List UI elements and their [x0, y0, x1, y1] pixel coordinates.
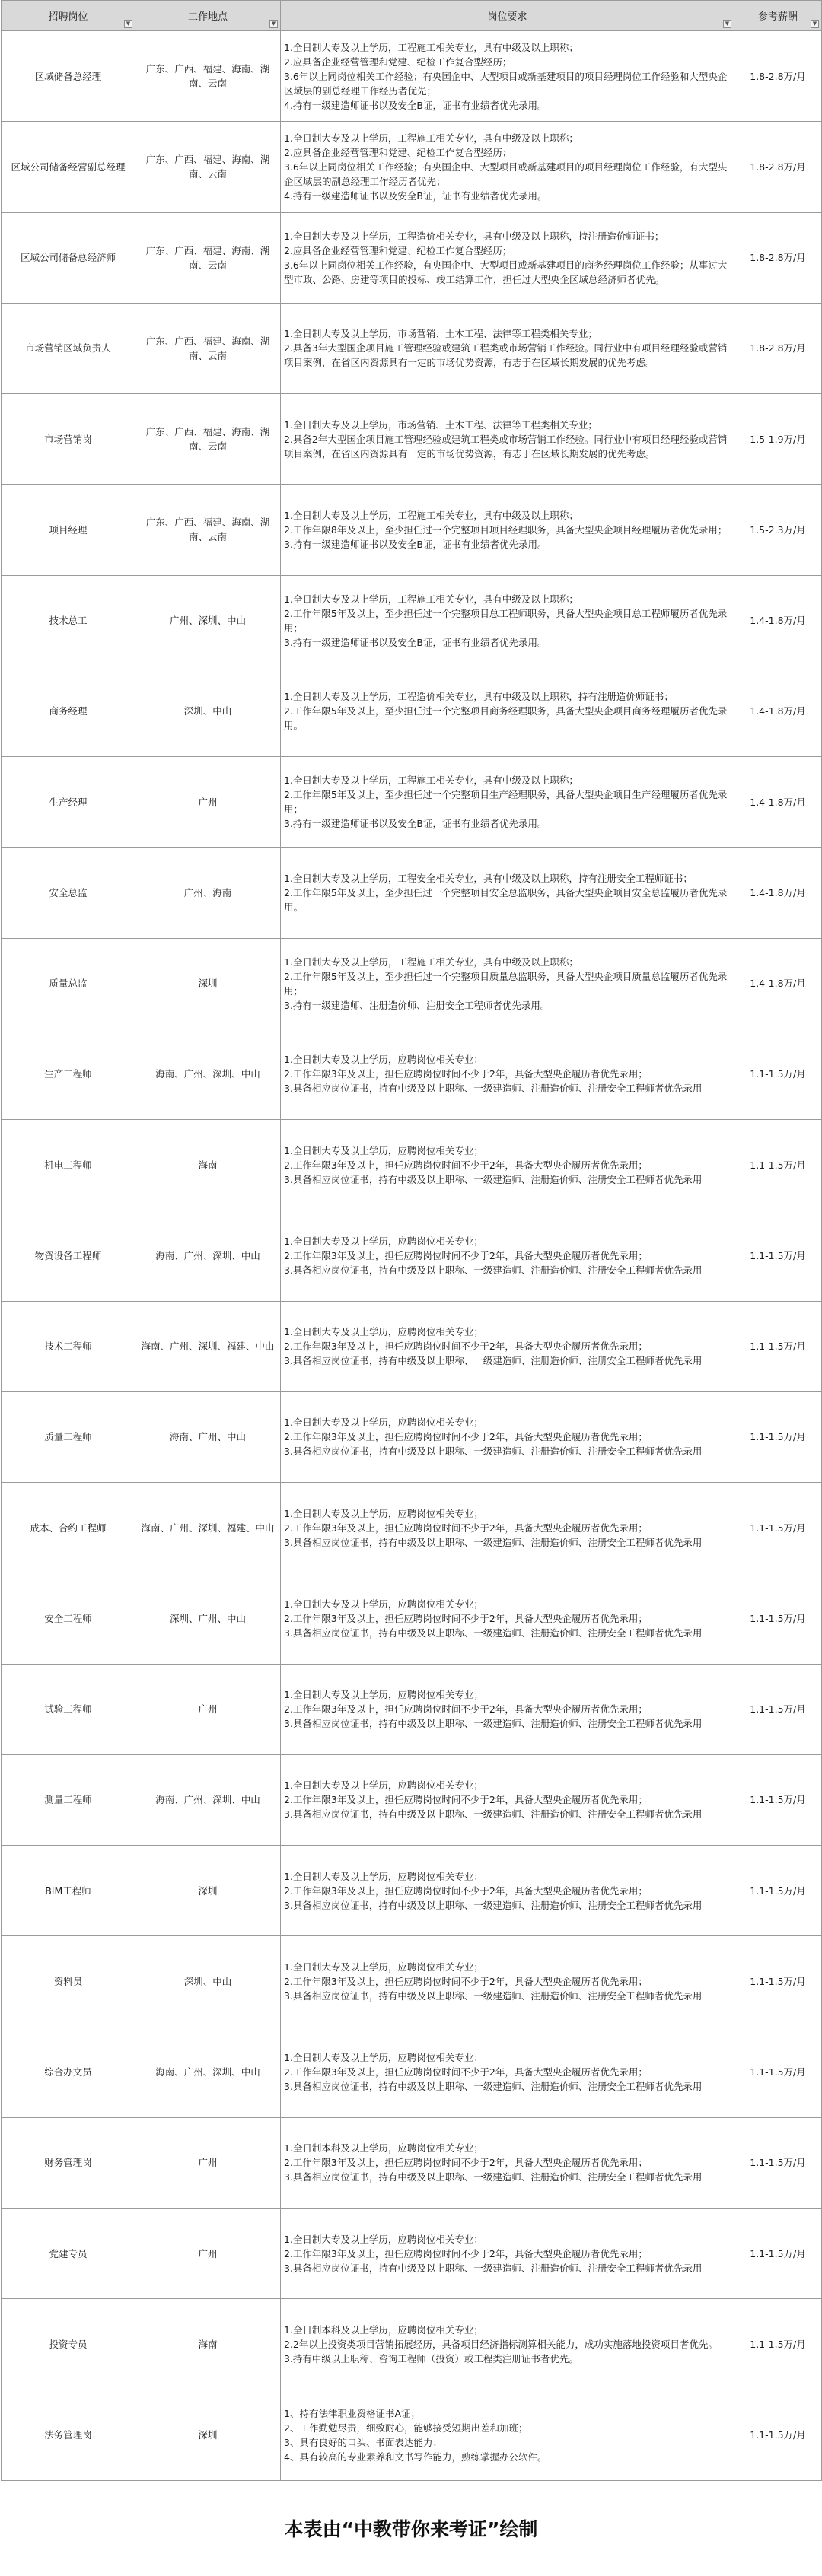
requirement-line: 1.全日制大专及以上学历，应聘岗位相关专业；: [284, 1598, 483, 1610]
table-row: [2, 2209, 822, 2299]
location-cell[interactable]: 海南、广州、深圳、福建、中山: [135, 1483, 281, 1573]
requirement-line: 2.工作年限3年及以上，担任应聘岗位时间不少于2年，具备大型央企履历者优先录用；: [284, 2157, 648, 2169]
requirements-cell[interactable]: [281, 2209, 734, 2299]
location-cell[interactable]: 广州: [135, 757, 281, 848]
location-cell[interactable]: 广州、海南: [135, 848, 281, 938]
requirement-line: 1.全日制大专及以上学历，应聘岗位相关专业；: [284, 1870, 483, 1882]
requirements-cell[interactable]: [281, 1029, 734, 1119]
header-location[interactable]: [135, 1, 281, 31]
location-cell[interactable]: 海南、广州、深圳、中山: [135, 1754, 281, 1845]
requirement-line: 2.工作年限5年及以上，至少担任过一个完整项目生产经理职务，具备大型央企项目生产经理履历者优先录用；: [284, 789, 728, 816]
requirements-cell[interactable]: [281, 31, 734, 122]
requirement-line: 2.具备3年大型国企项目施工管理经验或建筑工程类或市场营销工作经验。同行业中有项目经理经验或营销项目案例，在省区内资源具有一定的市场优势资源，有志于在区域长期发展的优先考虑。: [284, 342, 728, 369]
salary-cell[interactable]: 1.1-1.5万/月: [734, 1664, 822, 1754]
position-cell[interactable]: 商务经理: [2, 666, 135, 756]
position-cell[interactable]: 资料员: [2, 1936, 135, 2027]
table-row: [2, 1210, 822, 1301]
requirements-cell[interactable]: [281, 1573, 734, 1664]
header-position[interactable]: [2, 1, 135, 31]
requirement-line: 1.全日制大专及以上学历，应聘岗位相关专业；: [284, 1779, 483, 1792]
requirement-line: 3.具备相应岗位证书，持有中级及以上职称、一级建造师、注册造价师、注册安全工程师者优先录用: [284, 1264, 703, 1276]
table-row: [2, 303, 822, 393]
location-cell[interactable]: 海南、广州、深圳、福建、中山: [135, 1301, 281, 1391]
requirement-line: 3.具备相应岗位证书，持有中级及以上职称、一级建造师、注册造价师、注册安全工程师者优先录用: [284, 1536, 703, 1548]
location-cell[interactable]: 广东、广西、福建、海南、湖南、云南: [135, 303, 281, 393]
location-cell[interactable]: 广东、广西、福建、海南、湖南、云南: [135, 394, 281, 485]
requirement-line: 3.持有一级建造师证书以及安全B证，证书有业绩者优先录用。: [284, 636, 547, 648]
requirements-cell[interactable]: [281, 2027, 734, 2117]
requirements-cell[interactable]: [281, 1483, 734, 1573]
requirement-line: 1.全日制大专及以上学历，应聘岗位相关专业；: [284, 1417, 483, 1429]
requirement-line: 2.2年以上投资类项目营销拓展经历，具备项目经济指标测算相关能力，成功实施落地投资项目者优先。: [284, 2338, 718, 2350]
requirement-line: 3.具备相应岗位证书，持有中级及以上职称、一级建造师、注册造价师、注册安全工程师者优先录用: [284, 1173, 703, 1185]
position-cell[interactable]: 机电工程师: [2, 1120, 135, 1210]
location-cell[interactable]: 深圳: [135, 1846, 281, 1936]
requirement-line: 1.全日制大专及以上学历，工程施工相关专业，具有中级及以上职称；: [284, 509, 578, 521]
position-cell[interactable]: 试验工程师: [2, 1664, 135, 1754]
salary-cell[interactable]: 1.1-1.5万/月: [734, 1120, 822, 1210]
requirement-line: 1.全日制大专及以上学历，应聘岗位相关专业；: [284, 1689, 483, 1701]
location-cell[interactable]: 海南、广州、深圳、中山: [135, 1029, 281, 1119]
footer: [0, 2480, 822, 2576]
requirement-line: 2、工作勤勉尽责，细致耐心，能够接受短期出差和加班；: [284, 2422, 528, 2434]
requirement-line: 2.工作年限3年及以上，担任应聘岗位时间不少于2年，具备大型央企履历者优先录用；: [284, 2066, 648, 2078]
requirement-line: 3.具备相应岗位证书，持有中级及以上职称、一级建造师、注册造价师、注册安全工程师者优先录用: [284, 1989, 703, 2002]
requirement-line: 1.全日制大专及以上学历，应聘岗位相关专业；: [284, 1144, 483, 1156]
salary-cell[interactable]: 1.1-1.5万/月: [734, 1301, 822, 1391]
salary-cell[interactable]: 1.1-1.5万/月: [734, 1846, 822, 1936]
filter-dropdown-icon[interactable]: ▼: [723, 20, 731, 28]
header-salary-label: 参考薪酬: [757, 11, 798, 23]
requirement-line: 3.6年以上同岗位相关工作经验；有央国企中、大型项目或新基建项目的项目经理岗位工作经验，有大型央企区域层的副总经理工作经历者优先；: [284, 161, 728, 187]
requirement-line: 1.全日制大专及以上学历，应聘岗位相关专业；: [284, 2052, 483, 2064]
salary-cell[interactable]: 1.4-1.8万/月: [734, 938, 822, 1029]
requirement-line: 3.持有一级建造师、注册造价师、注册安全工程师者优先录用。: [284, 999, 550, 1011]
salary-cell[interactable]: 1.1-1.5万/月: [734, 1754, 822, 1845]
position-cell[interactable]: 生产经理: [2, 757, 135, 848]
requirement-line: 3.具备相应岗位证书，持有中级及以上职称、一级建造师、注册造价师、注册安全工程师者优先录用: [284, 1355, 703, 1367]
table-row: [2, 1573, 822, 1664]
table-row: [2, 31, 822, 122]
requirements-cell[interactable]: [281, 757, 734, 848]
header-row: [2, 1, 822, 31]
position-cell[interactable]: 区域储备总经理: [2, 31, 135, 122]
requirements-cell[interactable]: [281, 848, 734, 938]
filter-dropdown-icon[interactable]: ▼: [269, 20, 278, 28]
salary-cell[interactable]: 1.1-1.5万/月: [734, 1483, 822, 1573]
requirements-cell[interactable]: [281, 1120, 734, 1210]
requirements-cell[interactable]: [281, 122, 734, 212]
requirements-cell[interactable]: [281, 485, 734, 575]
requirement-line: 1.全日制大专及以上学历，应聘岗位相关专业；: [284, 1961, 483, 1973]
requirement-line: 2.工作年限3年及以上，担任应聘岗位时间不少于2年，具备大型央企履历者优先录用；: [284, 1431, 648, 1443]
requirements-cell[interactable]: [281, 1210, 734, 1301]
requirement-line: 2.具备2年大型国企项目施工管理经验或建筑工程类或市场营销工作经验。同行业中有项目经理经验或营销项目案例，在省区内资源具有一定的市场优势资源，有志于在区域长期发展的优先考虑。: [284, 433, 728, 460]
location-cell[interactable]: 广州: [135, 1664, 281, 1754]
position-cell[interactable]: 法务管理岗: [2, 2390, 135, 2480]
salary-cell[interactable]: 1.8-2.8万/月: [734, 122, 822, 212]
requirement-line: 1.全日制大专及以上学历，应聘岗位相关专业；: [284, 1054, 483, 1066]
table-row: [2, 394, 822, 485]
requirement-line: 1.全日制大专及以上学历，工程施工相关专业，具有中级及以上职称；: [284, 956, 578, 968]
requirement-line: 2.工作年限3年及以上，担任应聘岗位时间不少于2年，具备大型央企履历者优先录用；: [284, 1703, 648, 1716]
location-cell[interactable]: 广东、广西、福建、海南、湖南、云南: [135, 31, 281, 122]
position-cell[interactable]: 财务管理岗: [2, 2117, 135, 2208]
requirement-line: 3.持有中级以上职称、咨询工程师（投资）或工程类注册证书者优先。: [284, 2352, 578, 2365]
requirements-cell[interactable]: [281, 212, 734, 303]
requirement-line: 2.应具备企业经营管理和党建、纪检工作复合型经历；: [284, 56, 512, 68]
requirement-line: 1.全日制大专及以上学历，工程施工相关专业，具有中级及以上职称；: [284, 593, 578, 605]
table-row: [2, 1483, 822, 1573]
salary-cell[interactable]: 1.1-1.5万/月: [734, 1573, 822, 1664]
location-cell[interactable]: 海南: [135, 2299, 281, 2390]
requirement-line: 1、持有法律职业资格证书A证；: [284, 2407, 421, 2419]
location-cell[interactable]: 广东、广西、福建、海南、湖南、云南: [135, 212, 281, 303]
table-row: [2, 938, 822, 1029]
requirement-line: 2.工作年限5年及以上，至少担任过一个完整项目总工程师职务，具备大型央企项目总工程师履历者优先录用；: [284, 607, 728, 634]
table-row: [2, 1754, 822, 1845]
location-cell[interactable]: 广州、深圳、中山: [135, 575, 281, 666]
requirement-line: 3.具备相应岗位证书，持有中级及以上职称、一级建造师、注册造价师、注册安全工程师者优先录用: [284, 2262, 703, 2274]
header-requirements[interactable]: [281, 1, 734, 31]
requirements-cell[interactable]: [281, 1391, 734, 1482]
requirements-cell[interactable]: [281, 1846, 734, 1936]
salary-cell[interactable]: 1.1-1.5万/月: [734, 1210, 822, 1301]
location-cell[interactable]: 深圳: [135, 938, 281, 1029]
table-row: [2, 575, 822, 666]
requirements-cell[interactable]: [281, 394, 734, 485]
table-row: [2, 1120, 822, 1210]
table-row: [2, 848, 822, 938]
requirements-cell[interactable]: [281, 2117, 734, 2208]
filter-dropdown-icon[interactable]: ▼: [124, 20, 132, 28]
table-row: [2, 1391, 822, 1482]
position-cell[interactable]: 测量工程师: [2, 1754, 135, 1845]
table-row: [2, 1664, 822, 1754]
requirement-line: 1.全日制大专及以上学历，应聘岗位相关专业；: [284, 1326, 483, 1338]
location-cell[interactable]: 海南、广州、中山: [135, 1391, 281, 1482]
requirement-line: 3.持有一级建造师证书以及安全B证，证书有业绩者优先录用。: [284, 818, 547, 830]
salary-cell[interactable]: 1.1-1.5万/月: [734, 1391, 822, 1482]
requirement-line: 4.持有一级建造师证书以及安全B证，证书有业绩者优先录用。: [284, 189, 547, 202]
location-cell[interactable]: 海南: [135, 1120, 281, 1210]
position-cell[interactable]: 安全工程师: [2, 1573, 135, 1664]
position-cell[interactable]: 安全总监: [2, 848, 135, 938]
requirements-cell[interactable]: [281, 2390, 734, 2480]
header-requirements-label: 岗位要求: [487, 11, 527, 23]
requirement-line: 3、具有良好的口头、书面表达能力；: [284, 2436, 442, 2448]
requirement-line: 2.工作年限3年及以上，担任应聘岗位时间不少于2年，具备大型央企履历者优先录用；: [284, 1794, 648, 1806]
location-cell[interactable]: 深圳、广州、中山: [135, 1573, 281, 1664]
requirement-line: 2.工作年限5年及以上，至少担任过一个完整项目安全总监职务，具备大型央企项目安全总监履历者优先录用。: [284, 886, 728, 913]
position-cell[interactable]: 区域公司储备经营副总经理: [2, 122, 135, 212]
requirement-line: 3.具备相应岗位证书，持有中级及以上职称、一级建造师、注册造价师、注册安全工程师者优先录用: [284, 1899, 703, 1911]
requirements-cell[interactable]: [281, 575, 734, 666]
requirement-line: 1.全日制大专及以上学历，应聘岗位相关专业；: [284, 2233, 483, 2245]
requirements-cell[interactable]: [281, 938, 734, 1029]
table-row: [2, 1846, 822, 1936]
salary-cell[interactable]: 1.8-2.8万/月: [734, 212, 822, 303]
salary-cell[interactable]: 1.8-2.8万/月: [734, 31, 822, 122]
table-row: [2, 485, 822, 575]
requirement-line: 4.持有一级建造师证书以及安全B证，证书有业绩者优先录用。: [284, 99, 547, 111]
requirement-line: 2.工作年限3年及以上，担任应聘岗位时间不少于2年，具备大型央企履历者优先录用；: [284, 1249, 648, 1261]
requirement-line: 1.全日制大专及以上学历，工程造价相关专业，具有中级及以上职称，持注册造价师证书；: [284, 230, 664, 242]
table-row: [2, 122, 822, 212]
requirement-line: 1.全日制大专及以上学历，工程安全相关专业，具有中级及以上职称，持有注册安全工程师证书；: [284, 872, 693, 884]
requirement-line: 1.全日制本科及以上学历，应聘岗位相关专业；: [284, 2142, 483, 2155]
salary-cell[interactable]: 1.1-1.5万/月: [734, 2117, 822, 2208]
header-position-label: 招聘岗位: [48, 11, 88, 23]
salary-cell[interactable]: 1.5-2.3万/月: [734, 485, 822, 575]
requirement-line: 1.全日制大专及以上学历，工程施工相关专业，具有中级及以上职称；: [284, 132, 578, 144]
header-location-label: 工作地点: [187, 11, 228, 23]
table-row: [2, 2027, 822, 2117]
position-cell[interactable]: 质量总监: [2, 938, 135, 1029]
location-cell[interactable]: 深圳、中山: [135, 1936, 281, 2027]
requirement-line: 1.全日制大专及以上学历，市场营销、土木工程、法律等工程类相关专业；: [284, 418, 597, 431]
requirement-line: 1.全日制大专及以上学历，应聘岗位相关专业；: [284, 1235, 483, 1247]
requirements-cell[interactable]: [281, 1664, 734, 1754]
requirement-line: 2.工作年限3年及以上，担任应聘岗位时间不少于2年，具备大型央企履历者优先录用；: [284, 1068, 648, 1080]
salary-cell[interactable]: 1.8-2.8万/月: [734, 303, 822, 393]
requirements-cell[interactable]: [281, 2299, 734, 2390]
footer-credit: 本表由“中教带你来考证”绘制: [284, 2518, 538, 2540]
salary-cell[interactable]: 1.1-1.5万/月: [734, 2027, 822, 2117]
position-cell[interactable]: 成本、合约工程师: [2, 1483, 135, 1573]
location-cell[interactable]: 深圳: [135, 2390, 281, 2480]
table-row: [2, 666, 822, 756]
requirement-line: 2.工作年限3年及以上，担任应聘岗位时间不少于2年，具备大型央企履历者优先录用；: [284, 1159, 648, 1171]
requirement-line: 1.全日制大专及以上学历，工程造价相关专业，具有中级及以上职称，持有注册造价师证书；: [284, 691, 674, 703]
position-cell[interactable]: 投资专员: [2, 2299, 135, 2390]
table-row: [2, 1301, 822, 1391]
requirement-line: 4、具有较高的专业素养和文书写作能力，熟练掌握办公软件。: [284, 2450, 547, 2463]
table-row: [2, 2117, 822, 2208]
filter-dropdown-icon[interactable]: ▼: [811, 20, 819, 28]
requirement-line: 3.具备相应岗位证书，持有中级及以上职称、一级建造师、注册造价师、注册安全工程师者优先录用: [284, 1445, 703, 1458]
table-row: [2, 2299, 822, 2390]
requirement-line: 2.工作年限3年及以上，担任应聘岗位时间不少于2年，具备大型央企履历者优先录用；: [284, 1522, 648, 1534]
position-cell[interactable]: 生产工程师: [2, 1029, 135, 1119]
salary-cell[interactable]: 1.4-1.8万/月: [734, 575, 822, 666]
requirement-line: 2.工作年限3年及以上，担任应聘岗位时间不少于2年，具备大型央企履历者优先录用；: [284, 1340, 648, 1353]
salary-cell[interactable]: 1.5-1.9万/月: [734, 394, 822, 485]
requirement-line: 2.应具备企业经营管理和党建、纪检工作复合型经历；: [284, 244, 512, 256]
salary-cell[interactable]: 1.1-1.5万/月: [734, 2299, 822, 2390]
requirement-line: 3.具备相应岗位证书，持有中级及以上职称、一级建造师、注册造价师、注册安全工程师者优先录用: [284, 1627, 703, 1639]
requirement-line: 3.具备相应岗位证书，持有中级及以上职称、一级建造师、注册造价师、注册安全工程师者优先录用: [284, 2171, 703, 2183]
table-row: [2, 757, 822, 848]
location-cell[interactable]: 广东、广西、福建、海南、湖南、云南: [135, 122, 281, 212]
table-row: [2, 1936, 822, 2027]
header-salary[interactable]: [734, 1, 822, 31]
requirement-line: 2.工作年限5年及以上，至少担任过一个完整项目商务经理职务，具备大型央企项目商务经理履历者优先录用。: [284, 705, 728, 732]
salary-cell[interactable]: 1.1-1.5万/月: [734, 2390, 822, 2480]
requirement-line: 2.工作年限3年及以上，担任应聘岗位时间不少于2年，具备大型央企履历者优先录用；: [284, 1612, 648, 1624]
requirement-line: 1.全日制大专及以上学历，应聘岗位相关专业；: [284, 1507, 483, 1519]
requirements-cell[interactable]: [281, 1301, 734, 1391]
requirement-line: 1.全日制本科及以上学历，应聘岗位相关专业；: [284, 2323, 483, 2336]
salary-cell[interactable]: 1.1-1.5万/月: [734, 1936, 822, 2027]
position-cell[interactable]: 技术总工: [2, 575, 135, 666]
location-cell[interactable]: 广州: [135, 2209, 281, 2299]
requirement-line: 1.全日制大专及以上学历，市场营销、土木工程、法律等工程类相关专业；: [284, 328, 597, 340]
requirement-line: 3.6年以上同岗位相关工作经验，有央国企中、大型项目或新基建项目的商务经理岗位工作经验；从事过大型市政、公路、房建等项目的投标、竣工结算工作，担任过大型央企区域总经济师者优先。: [284, 259, 728, 285]
requirement-line: 3.具备相应岗位证书，持有中级及以上职称、一级建造师、注册造价师、注册安全工程师者优先录用: [284, 1083, 703, 1095]
location-cell[interactable]: 海南、广州、深圳、中山: [135, 2027, 281, 2117]
table-row: [2, 212, 822, 303]
position-cell[interactable]: 项目经理: [2, 485, 135, 575]
position-cell[interactable]: BIM工程师: [2, 1846, 135, 1936]
position-cell[interactable]: 市场营销区域负责人: [2, 303, 135, 393]
location-cell[interactable]: 广州: [135, 2117, 281, 2208]
requirement-line: 3.具备相应岗位证书，持有中级及以上职称、一级建造师、注册造价师、注册安全工程师者优先录用: [284, 1718, 703, 1730]
table-body: [2, 31, 822, 2481]
recruitment-table: [1, 0, 822, 2481]
requirement-line: 2.工作年限5年及以上，至少担任过一个完整项目质量总监职务，具备大型央企项目质量总监履历者优先录用；: [284, 970, 728, 997]
position-cell[interactable]: 物资设备工程师: [2, 1210, 135, 1301]
requirement-line: 1.全日制大专及以上学历，工程施工相关专业，具有中级及以上职称；: [284, 774, 578, 787]
table-row: [2, 1029, 822, 1119]
table-row: [2, 2390, 822, 2480]
salary-cell[interactable]: 1.4-1.8万/月: [734, 848, 822, 938]
salary-cell[interactable]: 1.1-1.5万/月: [734, 2209, 822, 2299]
requirement-line: 2.工作年限3年及以上，担任应聘岗位时间不少于2年，具备大型央企履历者优先录用；: [284, 1884, 648, 1897]
requirement-line: 2.工作年限3年及以上，担任应聘岗位时间不少于2年，具备大型央企履历者优先录用；: [284, 2247, 648, 2260]
requirements-cell[interactable]: [281, 1936, 734, 2027]
position-cell[interactable]: 技术工程师: [2, 1301, 135, 1391]
requirement-line: 3.具备相应岗位证书，持有中级及以上职称、一级建造师、注册造价师、注册安全工程师者优先录用: [284, 1808, 703, 1821]
requirements-cell[interactable]: [281, 1754, 734, 1845]
requirement-line: 3.持有一级建造师证书以及安全B证，证书有业绩者优先录用。: [284, 538, 547, 550]
position-cell[interactable]: 质量工程师: [2, 1391, 135, 1482]
position-cell[interactable]: 市场营销岗: [2, 394, 135, 485]
requirement-line: 3.6年以上同岗位相关工作经验；有央国企中、大型项目或新基建项目的项目经理岗位工作经验和大型央企区域层的副总经理工作经历者优先；: [284, 70, 728, 97]
position-cell[interactable]: 党建专员: [2, 2209, 135, 2299]
location-cell[interactable]: 广东、广西、福建、海南、湖南、云南: [135, 485, 281, 575]
salary-cell[interactable]: 1.4-1.8万/月: [734, 666, 822, 756]
salary-cell[interactable]: 1.4-1.8万/月: [734, 757, 822, 848]
requirement-line: 2.工作年限3年及以上，担任应聘岗位时间不少于2年，具备大型央企履历者优先录用；: [284, 1975, 648, 1987]
requirement-line: 2.应具备企业经营管理和党建、纪检工作复合型经历；: [284, 146, 512, 158]
requirements-cell[interactable]: [281, 666, 734, 756]
position-cell[interactable]: 区域公司储备总经济师: [2, 212, 135, 303]
requirement-line: 3.具备相应岗位证书，持有中级及以上职称、一级建造师、注册造价师、注册安全工程师者优先录用: [284, 2081, 703, 2093]
salary-cell[interactable]: 1.1-1.5万/月: [734, 1029, 822, 1119]
position-cell[interactable]: 综合办文员: [2, 2027, 135, 2117]
location-cell[interactable]: 海南、广州、深圳、中山: [135, 1210, 281, 1301]
requirement-line: 1.全日制大专及以上学历，工程施工相关专业，具有中级及以上职称；: [284, 41, 578, 53]
requirement-line: 2.工作年限8年及以上，至少担任过一个完整项目项目经理职务，具备大型央企项目经理履历者优先录用；: [284, 523, 728, 536]
location-cell[interactable]: 深圳、中山: [135, 666, 281, 756]
requirements-cell[interactable]: [281, 303, 734, 393]
